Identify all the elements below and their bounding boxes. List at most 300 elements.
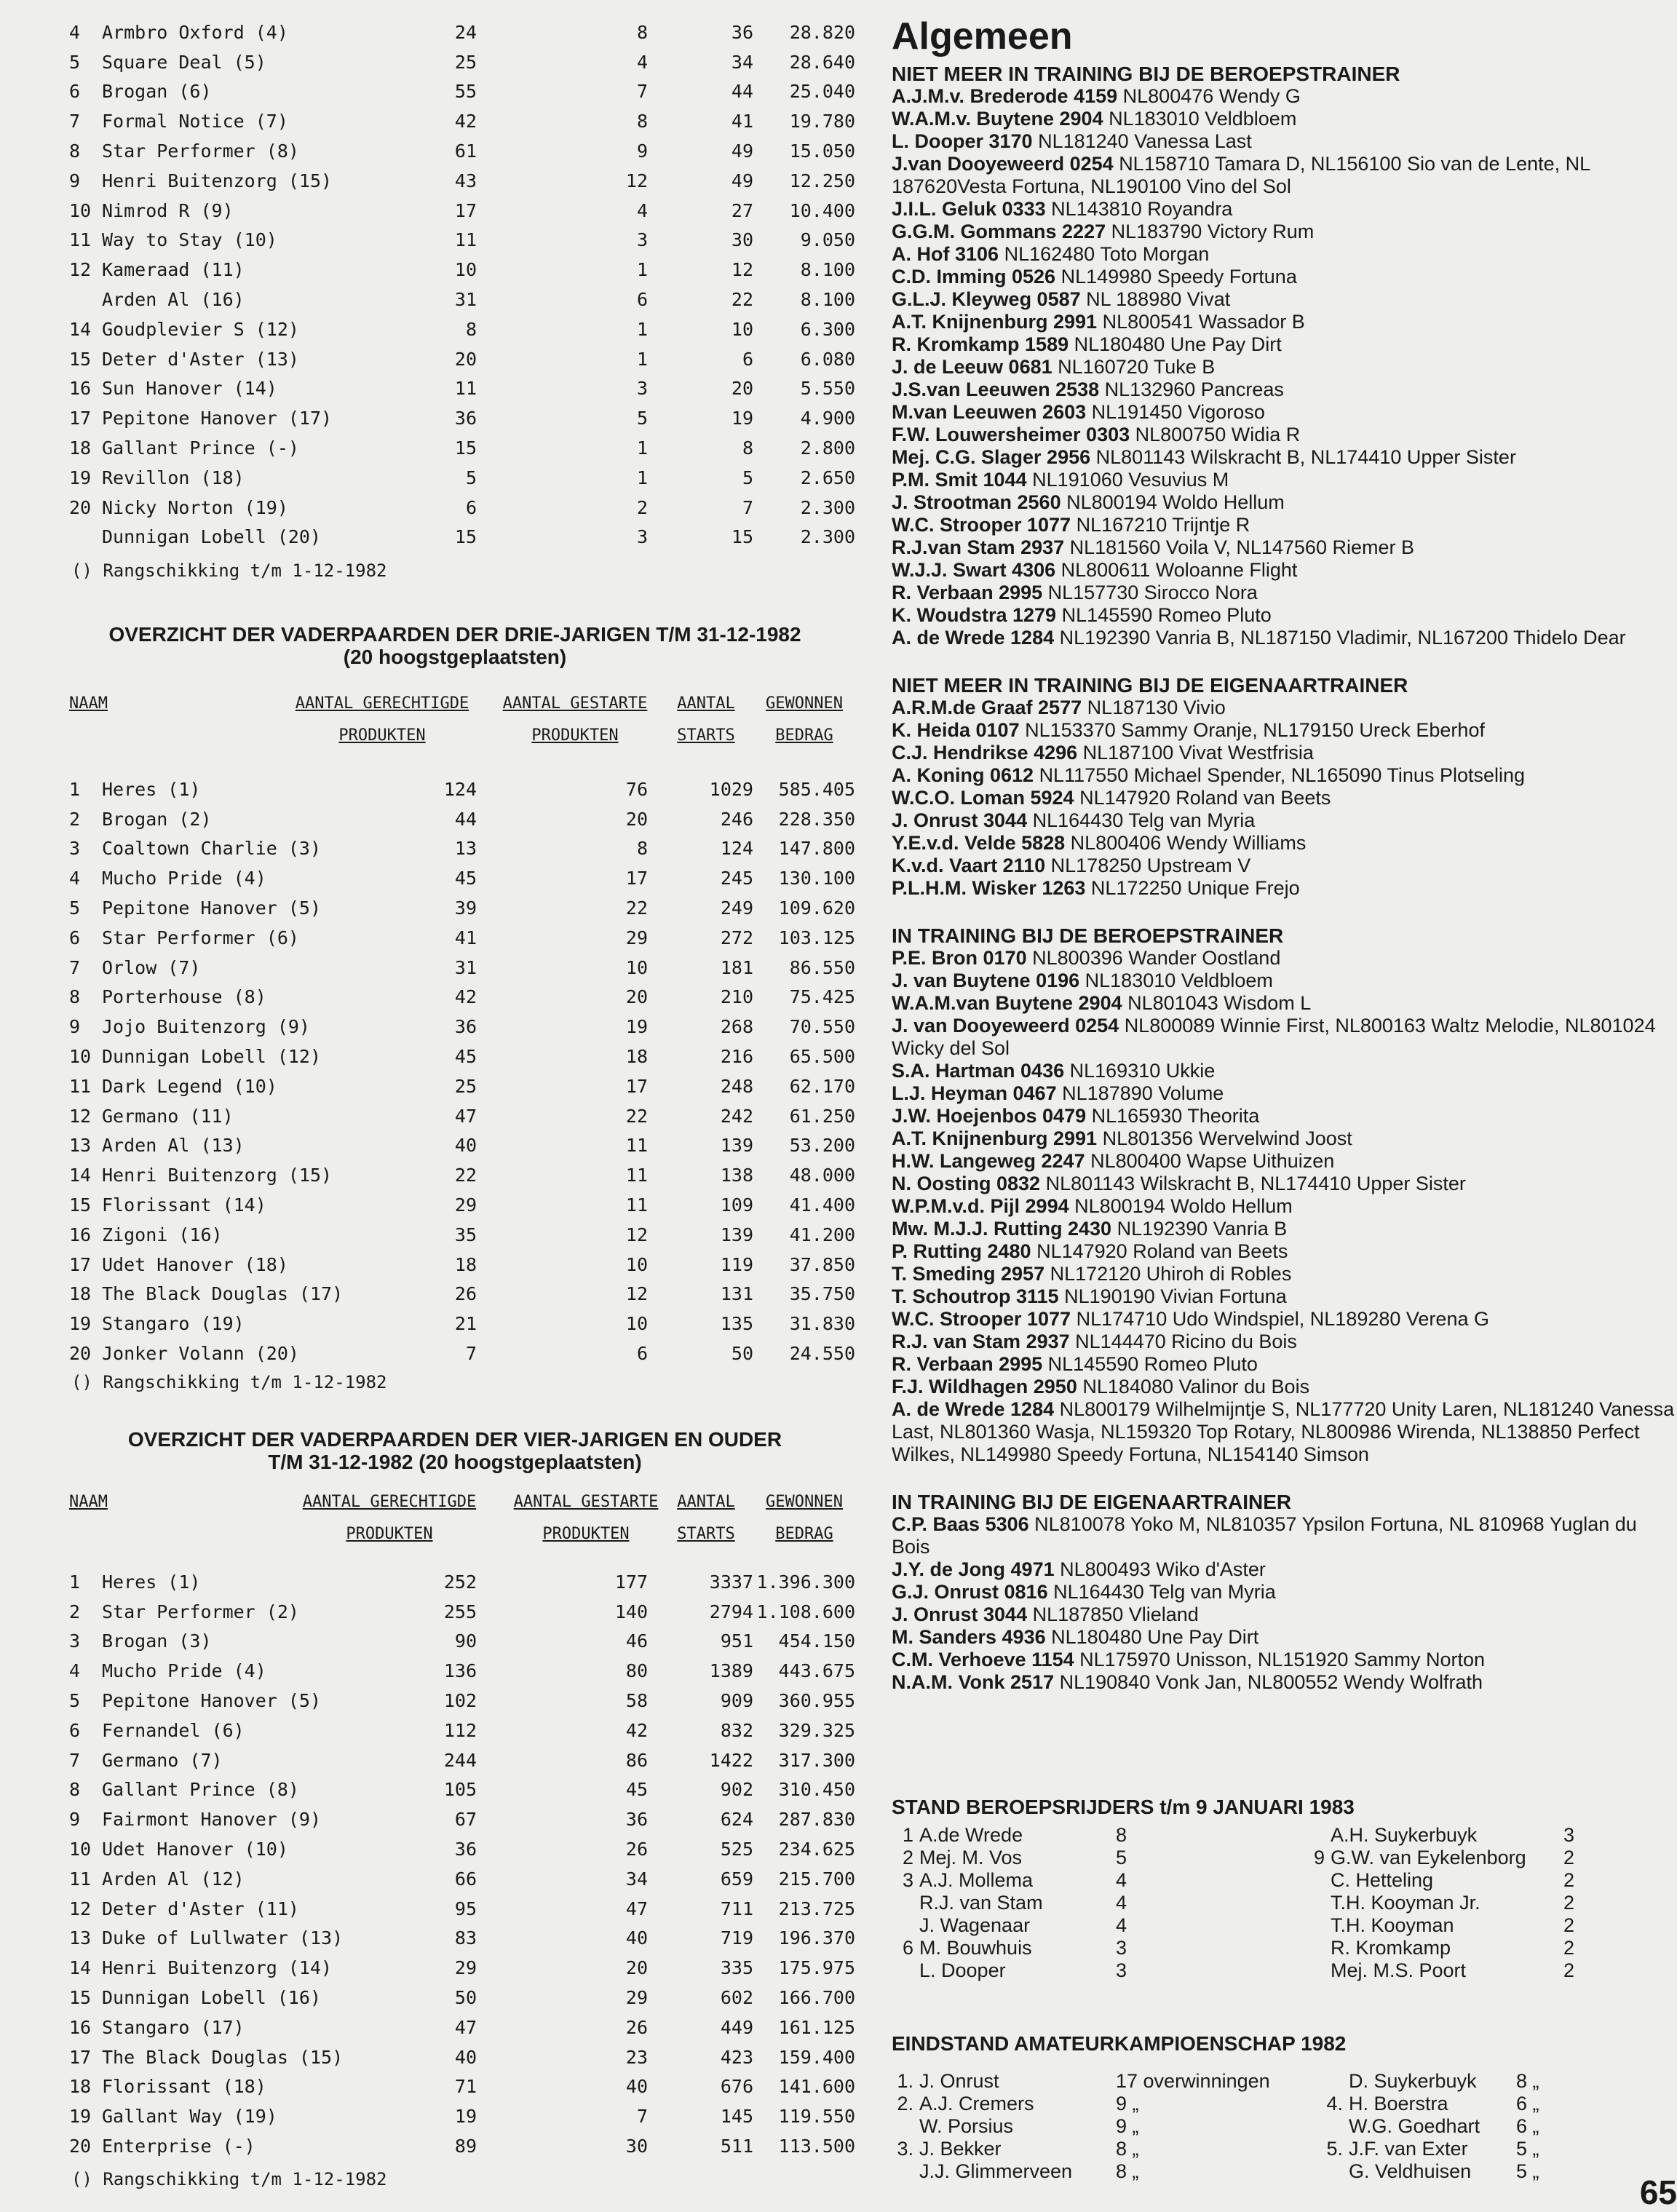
- cell-gerechtigde: 24: [454, 21, 477, 43]
- cell-gestarte: 20: [625, 1957, 648, 1979]
- cell-name: Germano (7): [102, 1749, 223, 1771]
- rider-name: D. Suykerbuyk: [1349, 2070, 1477, 2092]
- horse-list: NL184080 Valinor du Bois: [1082, 1376, 1310, 1398]
- cell-rank: 16: [69, 2016, 92, 2038]
- list-item: [1303, 1959, 1607, 1982]
- cell-gerechtigde: 26: [454, 1283, 477, 1305]
- pos: 5.: [1326, 2138, 1343, 2160]
- cell-bedrag: 8.100: [800, 259, 855, 281]
- cell-rank: 10: [69, 1046, 92, 1068]
- cell-rank: 19: [69, 2106, 92, 2128]
- trainer-name: T. Smeding 2957: [892, 1263, 1045, 1285]
- cell-starts: 30: [731, 229, 753, 251]
- trainer-name: T. Schoutrop 3115: [892, 1285, 1059, 1307]
- list-item: [1303, 1847, 1607, 1869]
- cell-gerechtigde: 7: [465, 1343, 477, 1365]
- cell-bedrag: 6.080: [800, 348, 855, 370]
- cell-gestarte: 20: [625, 808, 648, 830]
- title-drie-line1: OVERZICHT DER VADERPAARDEN DER DRIE-JARIGEN T/M 31-12-1982: [108, 623, 801, 646]
- pos: [1303, 1914, 1331, 1937]
- score: 4: [1116, 1892, 1127, 1914]
- trainer-name: J. van Buytene 0196: [892, 970, 1080, 991]
- cell-name: Gallant Prince (8): [102, 1779, 299, 1801]
- cell-gestarte: 22: [625, 1105, 648, 1127]
- trainer-entry: [892, 153, 1677, 198]
- table-row: [69, 344, 855, 374]
- trainer-name: A.T. Knijnenburg 2991: [892, 1127, 1098, 1149]
- cell-name: Gallant Way (19): [102, 2106, 277, 2128]
- cell-rank: 20: [69, 1343, 92, 1365]
- cell-bedrag: 53.200: [789, 1135, 855, 1157]
- trainer-entry: [892, 992, 1677, 1015]
- cell-gerechtigde: 25: [454, 1075, 477, 1097]
- table-row: [69, 1567, 855, 1597]
- cell-rank: 2: [69, 1601, 81, 1622]
- horse-list: NL164430 Telg van Myria: [1032, 809, 1256, 831]
- horse-list: NL801043 Wisdom L: [1127, 992, 1312, 1014]
- cell-gerechtigde: 22: [454, 1165, 477, 1186]
- cell-gerechtigde: 20: [454, 348, 477, 370]
- cell-gerechtigde: 42: [454, 111, 477, 132]
- trainer-name: J. de Leeuw 0681: [892, 356, 1052, 378]
- trainer-name: H.W. Langeweg 2247: [892, 1150, 1085, 1172]
- pos: 2.: [897, 2093, 913, 2114]
- cell-starts: 20: [731, 378, 753, 400]
- cell-rank: 13: [69, 1927, 92, 1949]
- rider-name: T.H. Kooyman Jr.: [1331, 1892, 1480, 1914]
- list-item: [892, 2160, 1305, 2183]
- cell-bedrag: 130.100: [778, 868, 855, 889]
- trainer-entry: [892, 130, 1677, 153]
- cell-bedrag: 4.900: [800, 408, 855, 429]
- cell-name: Stangaro (19): [102, 1313, 245, 1335]
- cell-name: Way to Stay (10): [102, 229, 277, 251]
- cell-starts: 181: [720, 956, 753, 978]
- table-row: [69, 314, 855, 344]
- cell-bedrag: 147.800: [778, 838, 855, 860]
- horse-list: NL147920 Roland van Beets: [1036, 1240, 1288, 1262]
- trainer-name: A.R.M.de Graaf 2577: [892, 697, 1082, 718]
- cell-gerechtigde: 10: [454, 259, 477, 281]
- cell-gerechtigde: 89: [454, 2136, 477, 2157]
- cell-name: Henri Buitenzorg (14): [102, 1957, 333, 1979]
- hdr-gerechtigd-2: AANTAL GERECHTIGDE PRODUKTEN: [302, 1493, 477, 1543]
- cell-bedrag: 1.108.600: [756, 1601, 855, 1622]
- cell-rank: 11: [69, 1868, 92, 1890]
- horse-list: NL178250 Upstream V: [1050, 855, 1251, 876]
- trainer-name: G.J. Onrust 0816: [892, 1581, 1048, 1603]
- hdr-naam-2: NAAM: [69, 1493, 108, 1511]
- cell-gestarte: 5: [636, 408, 648, 429]
- cell-gestarte: 17: [625, 868, 648, 889]
- table-drie-jarigen: [69, 774, 855, 1368]
- trainer-entry: [892, 809, 1677, 832]
- cell-name: Jojo Buitenzorg (9): [102, 1016, 310, 1038]
- trainer-name: J. Onrust 3044: [892, 1603, 1028, 1625]
- cell-bedrag: 2.300: [800, 526, 855, 548]
- cell-name: Dark Legend (10): [102, 1075, 277, 1097]
- cell-gerechtigde: 11: [454, 229, 477, 251]
- stand-heading: STAND BEROEPSRIJDERS t/m 9 JANUARI 1983: [892, 1796, 1355, 1818]
- list-item: [1303, 1869, 1607, 1892]
- cell-gestarte: 29: [625, 1987, 648, 2009]
- trainer-name: J. Strootman 2560: [892, 491, 1061, 513]
- horse-list: NL800493 Wiko d'Aster: [1060, 1558, 1266, 1580]
- horse-list: NL181240 Vanessa Last: [1038, 130, 1252, 152]
- cell-bedrag: 213.725: [778, 1898, 855, 1919]
- cell-bedrag: 2.300: [800, 496, 855, 518]
- table-row: [69, 403, 855, 433]
- horse-list: NL800194 Woldo Hellum: [1074, 1195, 1293, 1217]
- cell-bedrag: 35.750: [789, 1283, 855, 1305]
- cell-gestarte: 10: [625, 1253, 648, 1275]
- cell-gestarte: 26: [625, 1839, 648, 1860]
- cell-name: Enterprise (-): [102, 2136, 255, 2157]
- pos: [1321, 2160, 1349, 2183]
- table-row: [69, 1864, 855, 1894]
- table-row: [69, 983, 855, 1012]
- cell-name: Mucho Pride (4): [102, 868, 266, 889]
- score: 2: [1563, 1937, 1575, 1959]
- cell-bedrag: 25.040: [789, 81, 855, 103]
- cell-gestarte: 80: [625, 1660, 648, 1682]
- cell-bedrag: 234.625: [778, 1839, 855, 1860]
- pos: 1: [902, 1824, 913, 1846]
- score: 5 „: [1516, 2138, 1539, 2160]
- trainer-entry: [892, 333, 1677, 356]
- trainer-entry: [892, 947, 1677, 970]
- cell-bedrag: 37.850: [789, 1253, 855, 1275]
- cell-bedrag: 360.955: [778, 1690, 855, 1712]
- cell-name: Dunnigan Lobell (12): [102, 1046, 322, 1068]
- cell-starts: 1422: [709, 1749, 753, 1771]
- rider-name: G.W. van Eykelenborg: [1331, 1847, 1526, 1868]
- cell-bedrag: 443.675: [778, 1660, 855, 1682]
- cell-gestarte: 3: [636, 229, 648, 251]
- cell-gerechtigde: 252: [443, 1571, 477, 1593]
- cell-name: Brogan (3): [102, 1630, 212, 1652]
- table-top-continuation: [69, 17, 855, 552]
- pos: [892, 1892, 919, 1914]
- cell-name: Arden Al (16): [102, 289, 245, 311]
- pos: [1303, 1824, 1331, 1847]
- cell-gestarte: 47: [625, 1898, 648, 1919]
- cell-starts: 41: [731, 111, 753, 132]
- cell-starts: 525: [720, 1839, 753, 1860]
- cell-bedrag: 15.050: [789, 140, 855, 162]
- cell-name: Fernandel (6): [102, 1719, 245, 1741]
- table-row: [69, 1834, 855, 1864]
- hdr-naam: NAAM: [69, 694, 108, 713]
- cell-name: Nicky Norton (19): [102, 496, 288, 518]
- cell-bedrag: 119.550: [778, 2106, 855, 2128]
- trainer-entry: [892, 1285, 1677, 1308]
- cell-starts: 245: [720, 868, 753, 889]
- cell-gestarte: 11: [625, 1165, 648, 1186]
- cell-name: Dunnigan Lobell (16): [102, 1987, 322, 2009]
- cell-gestarte: 4: [636, 51, 648, 73]
- page-title: Algemeen: [892, 15, 1073, 58]
- trainer-name: W.A.M.v. Buytene 2904: [892, 108, 1103, 130]
- cell-rank: 14: [69, 1957, 92, 1979]
- cell-bedrag: 28.820: [789, 21, 855, 43]
- cell-name: Arden Al (12): [102, 1868, 245, 1890]
- trainer-name: G.L.J. Kleyweg 0587: [892, 288, 1081, 310]
- trainer-section: [892, 674, 1677, 900]
- cell-starts: 138: [720, 1165, 753, 1186]
- cell-rank: 12: [69, 1898, 92, 1919]
- cell-gestarte: 9: [636, 140, 648, 162]
- cell-starts: 34: [731, 51, 753, 73]
- cell-rank: 6: [69, 927, 81, 948]
- trainer-entry: [892, 266, 1677, 288]
- stand-right-list: [1303, 1824, 1607, 1982]
- cell-name: The Black Douglas (15): [102, 2046, 344, 2068]
- trainer-entry: [892, 1603, 1677, 1626]
- rider-name: J. Bekker: [919, 2138, 1002, 2160]
- horse-list: NL172250 Unique Frejo: [1090, 877, 1300, 899]
- horse-list: NL117550 Michael Spender, NL165090 Tinus Plotseling: [1039, 764, 1526, 786]
- horse-list: NL190840 Vonk Jan, NL800552 Wendy Wolfrath: [1059, 1671, 1483, 1693]
- cell-bedrag: 159.400: [778, 2046, 855, 2068]
- cell-rank: 16: [69, 378, 92, 400]
- cell-starts: 19: [731, 408, 753, 429]
- list-item: [1321, 2093, 1625, 2115]
- cell-starts: 15: [731, 526, 753, 548]
- rider-name: R.J. van Stam: [919, 1892, 1043, 1914]
- cell-rank: [69, 285, 102, 314]
- score: 2: [1563, 1869, 1575, 1891]
- cell-gerechtigde: 29: [454, 1194, 477, 1216]
- cell-gerechtigde: 11: [454, 378, 477, 400]
- cell-starts: 246: [720, 808, 753, 830]
- table-row: [69, 196, 855, 226]
- trainer-name: Mej. C.G. Slager 2956: [892, 446, 1091, 468]
- score: 8 „: [1116, 2160, 1139, 2182]
- note-drie: () Rangschikking t/m 1-12-1982: [71, 1372, 387, 1392]
- score: 9 „: [1116, 2093, 1139, 2114]
- cell-starts: 1389: [709, 1660, 753, 1682]
- cell-gerechtigde: 66: [454, 1868, 477, 1890]
- cell-rank: 17: [69, 408, 92, 429]
- cell-name: Gallant Prince (-): [102, 437, 299, 459]
- rider-name: H. Boerstra: [1349, 2093, 1448, 2114]
- cell-gestarte: 26: [625, 2016, 648, 2038]
- trainer-entry: [892, 1218, 1677, 1240]
- table-row: [69, 285, 855, 314]
- cell-rank: 14: [69, 1165, 92, 1186]
- cell-name: Porterhouse (8): [102, 986, 266, 1008]
- cell-bedrag: 103.125: [778, 927, 855, 948]
- cell-gerechtigde: 18: [454, 1253, 477, 1275]
- trainer-entry: [892, 1558, 1677, 1581]
- trainer-name: A. de Wrede 1284: [892, 627, 1055, 649]
- pos: [892, 1914, 919, 1937]
- cell-starts: 145: [720, 2106, 753, 2128]
- section-heading: IN TRAINING BIJ DE EIGENAARTRAINER: [892, 1491, 1292, 1513]
- horse-list: NL800396 Wander Oostland: [1032, 947, 1281, 969]
- cell-starts: 249: [720, 897, 753, 919]
- cell-name: Henri Buitenzorg (15): [102, 1165, 333, 1186]
- cell-rank: 19: [69, 1313, 92, 1335]
- cell-gestarte: 12: [625, 170, 648, 191]
- trainer-entry: [892, 1376, 1677, 1398]
- trainer-name: P.L.H.M. Wisker 1263: [892, 877, 1086, 899]
- cell-name: Pepitone Hanover (17): [102, 408, 333, 429]
- cell-gerechtigde: 40: [454, 2046, 477, 2068]
- cell-rank: 20: [69, 496, 92, 518]
- horse-list: NL800400 Wapse Uithuizen: [1090, 1150, 1335, 1172]
- trainer-entry: [892, 1173, 1677, 1195]
- cell-gerechtigde: 47: [454, 1105, 477, 1127]
- trainer-name: J.Y. de Jong 4971: [892, 1558, 1055, 1580]
- cell-starts: 6: [742, 348, 753, 370]
- cell-rank: 9: [69, 1016, 81, 1038]
- cell-gerechtigde: 255: [443, 1601, 477, 1622]
- trainer-name: L. Dooper 3170: [892, 130, 1033, 152]
- cell-starts: 5: [742, 467, 753, 488]
- cell-rank: 11: [69, 229, 92, 251]
- cell-starts: 659: [720, 1868, 753, 1890]
- cell-bedrag: 9.050: [800, 229, 855, 251]
- horse-list: NL191450 Vigoroso: [1091, 401, 1265, 423]
- rider-name: Mej. M. Vos: [919, 1847, 1023, 1868]
- cell-bedrag: 6.300: [800, 318, 855, 340]
- cell-gerechtigde: 55: [454, 81, 477, 103]
- trainer-name: Mw. M.J.J. Rutting 2430: [892, 1218, 1112, 1240]
- trainer-name: J. Onrust 3044: [892, 809, 1028, 831]
- table-row: [69, 834, 855, 864]
- cell-starts: 36: [731, 21, 753, 43]
- horse-list: NL800089 Winnie First, NL800163 Waltz Melodie, NL801024 Wicky del Sol: [892, 1015, 1656, 1059]
- cell-gestarte: 10: [625, 1313, 648, 1335]
- trainer-entry: [892, 559, 1677, 582]
- cell-name: Brogan (6): [102, 81, 212, 103]
- horse-list: NL164430 Telg van Myria: [1053, 1581, 1276, 1603]
- cell-gestarte: 4: [636, 199, 648, 221]
- list-item: [892, 2093, 1305, 2115]
- cell-name: Arden Al (13): [102, 1135, 245, 1157]
- list-item: [1303, 1824, 1607, 1847]
- horse-list: NL800611 Woloanne Flight: [1060, 559, 1298, 581]
- score: 3: [1563, 1824, 1575, 1846]
- cell-gerechtigde: 45: [454, 868, 477, 889]
- trainer-entry: [892, 1105, 1677, 1127]
- list-item: [892, 2138, 1305, 2160]
- trainer-name: J. van Dooyeweerd 0254: [892, 1015, 1119, 1036]
- cell-gestarte: 19: [625, 1016, 648, 1038]
- cell-gestarte: 8: [636, 111, 648, 132]
- trainer-entry: [892, 1015, 1677, 1060]
- cell-gerechtigde: 83: [454, 1927, 477, 1949]
- section-heading: NIET MEER IN TRAINING BIJ DE EIGENAARTRAINER: [892, 674, 1408, 697]
- cell-bedrag: 70.550: [789, 1016, 855, 1038]
- horse-list: NL180480 Une Pay Dirt: [1051, 1626, 1259, 1648]
- rider-name: G. Veldhuisen: [1349, 2160, 1472, 2182]
- cell-starts: 119: [720, 1253, 753, 1275]
- list-item: [892, 1847, 1159, 1869]
- cell-rank: 11: [69, 1075, 92, 1097]
- table-row: [69, 106, 855, 136]
- horse-list: NL169310 Ukkie: [1069, 1060, 1216, 1082]
- list-item: [892, 1824, 1159, 1847]
- score: 6 „: [1516, 2115, 1539, 2137]
- table-row: [69, 2013, 855, 2042]
- table-row: [69, 1012, 855, 1042]
- trainer-name: A. Hof 3106: [892, 243, 999, 265]
- cell-gerechtigde: 43: [454, 170, 477, 191]
- table-row: [69, 1220, 855, 1250]
- cell-gestarte: 42: [625, 1719, 648, 1741]
- cell-rank: 1: [69, 778, 81, 800]
- title-drie-line2: (20 hoogstgeplaatsten): [343, 646, 567, 668]
- cell-gestarte: 76: [625, 778, 648, 800]
- cell-name: Sun Hanover (14): [102, 378, 277, 400]
- cell-gestarte: 12: [625, 1283, 648, 1305]
- score: 6 „: [1516, 2093, 1539, 2114]
- cell-gestarte: 6: [636, 1343, 648, 1365]
- horse-list: NL145590 Romeo Pluto: [1061, 604, 1272, 626]
- cell-gestarte: 3: [636, 526, 648, 548]
- cell-starts: 50: [731, 1343, 753, 1365]
- table-row: [69, 863, 855, 893]
- cell-name: Jonker Volann (20): [102, 1343, 299, 1365]
- cell-name: The Black Douglas (17): [102, 1283, 344, 1305]
- trainer-name: G.G.M. Gommans 2227: [892, 221, 1106, 242]
- cell-gestarte: 8: [636, 838, 648, 860]
- horse-list: NL800194 Woldo Hellum: [1066, 491, 1285, 513]
- table-row: [69, 1250, 855, 1280]
- cell-starts: 124: [720, 838, 753, 860]
- table-row: [69, 953, 855, 983]
- score: 5: [1116, 1847, 1127, 1868]
- cell-name: Mucho Pride (4): [102, 1660, 266, 1682]
- cell-rank: 17: [69, 1253, 92, 1275]
- trainer-name: K.v.d. Vaart 2110: [892, 855, 1046, 876]
- table-row: [69, 1339, 855, 1368]
- cell-bedrag: 41.200: [789, 1224, 855, 1245]
- cell-gerechtigde: 95: [454, 1898, 477, 1919]
- table-row: [69, 47, 855, 77]
- cell-name: Square Deal (5): [102, 51, 266, 73]
- cell-starts: 2794: [709, 1601, 753, 1622]
- horse-list: NL147920 Roland van Beets: [1079, 787, 1331, 809]
- trainer-sections: [892, 63, 1677, 1694]
- cell-rank: 19: [69, 467, 92, 488]
- table-row: [69, 166, 855, 196]
- horse-list: NL191060 Vesuvius M: [1032, 469, 1229, 491]
- horse-list: NL181560 Voila V, NL147560 Riemer B: [1069, 536, 1414, 558]
- cell-gerechtigde: 90: [454, 1630, 477, 1652]
- cell-starts: 22: [731, 289, 753, 311]
- cell-gestarte: 7: [636, 2106, 648, 2128]
- cell-gerechtigde: 124: [443, 778, 477, 800]
- cell-name: Star Performer (8): [102, 140, 299, 162]
- score: 5 „: [1516, 2160, 1539, 2182]
- cell-rank: 18: [69, 437, 92, 459]
- cell-gestarte: 18: [625, 1046, 648, 1068]
- score: 2: [1563, 1959, 1575, 1981]
- cell-bedrag: 585.405: [778, 778, 855, 800]
- trainer-name: L.J. Heyman 0467: [892, 1082, 1057, 1104]
- score: 8: [1116, 1824, 1127, 1846]
- horse-list: NL187100 Vivat Westfrisia: [1082, 742, 1314, 764]
- list-item: [1321, 2138, 1625, 2160]
- cell-gerechtigde: 71: [454, 2076, 477, 2098]
- table-row: [69, 17, 855, 47]
- trainer-name: J.W. Hoejenbos 0479: [892, 1105, 1087, 1127]
- trainer-entry: [892, 469, 1677, 491]
